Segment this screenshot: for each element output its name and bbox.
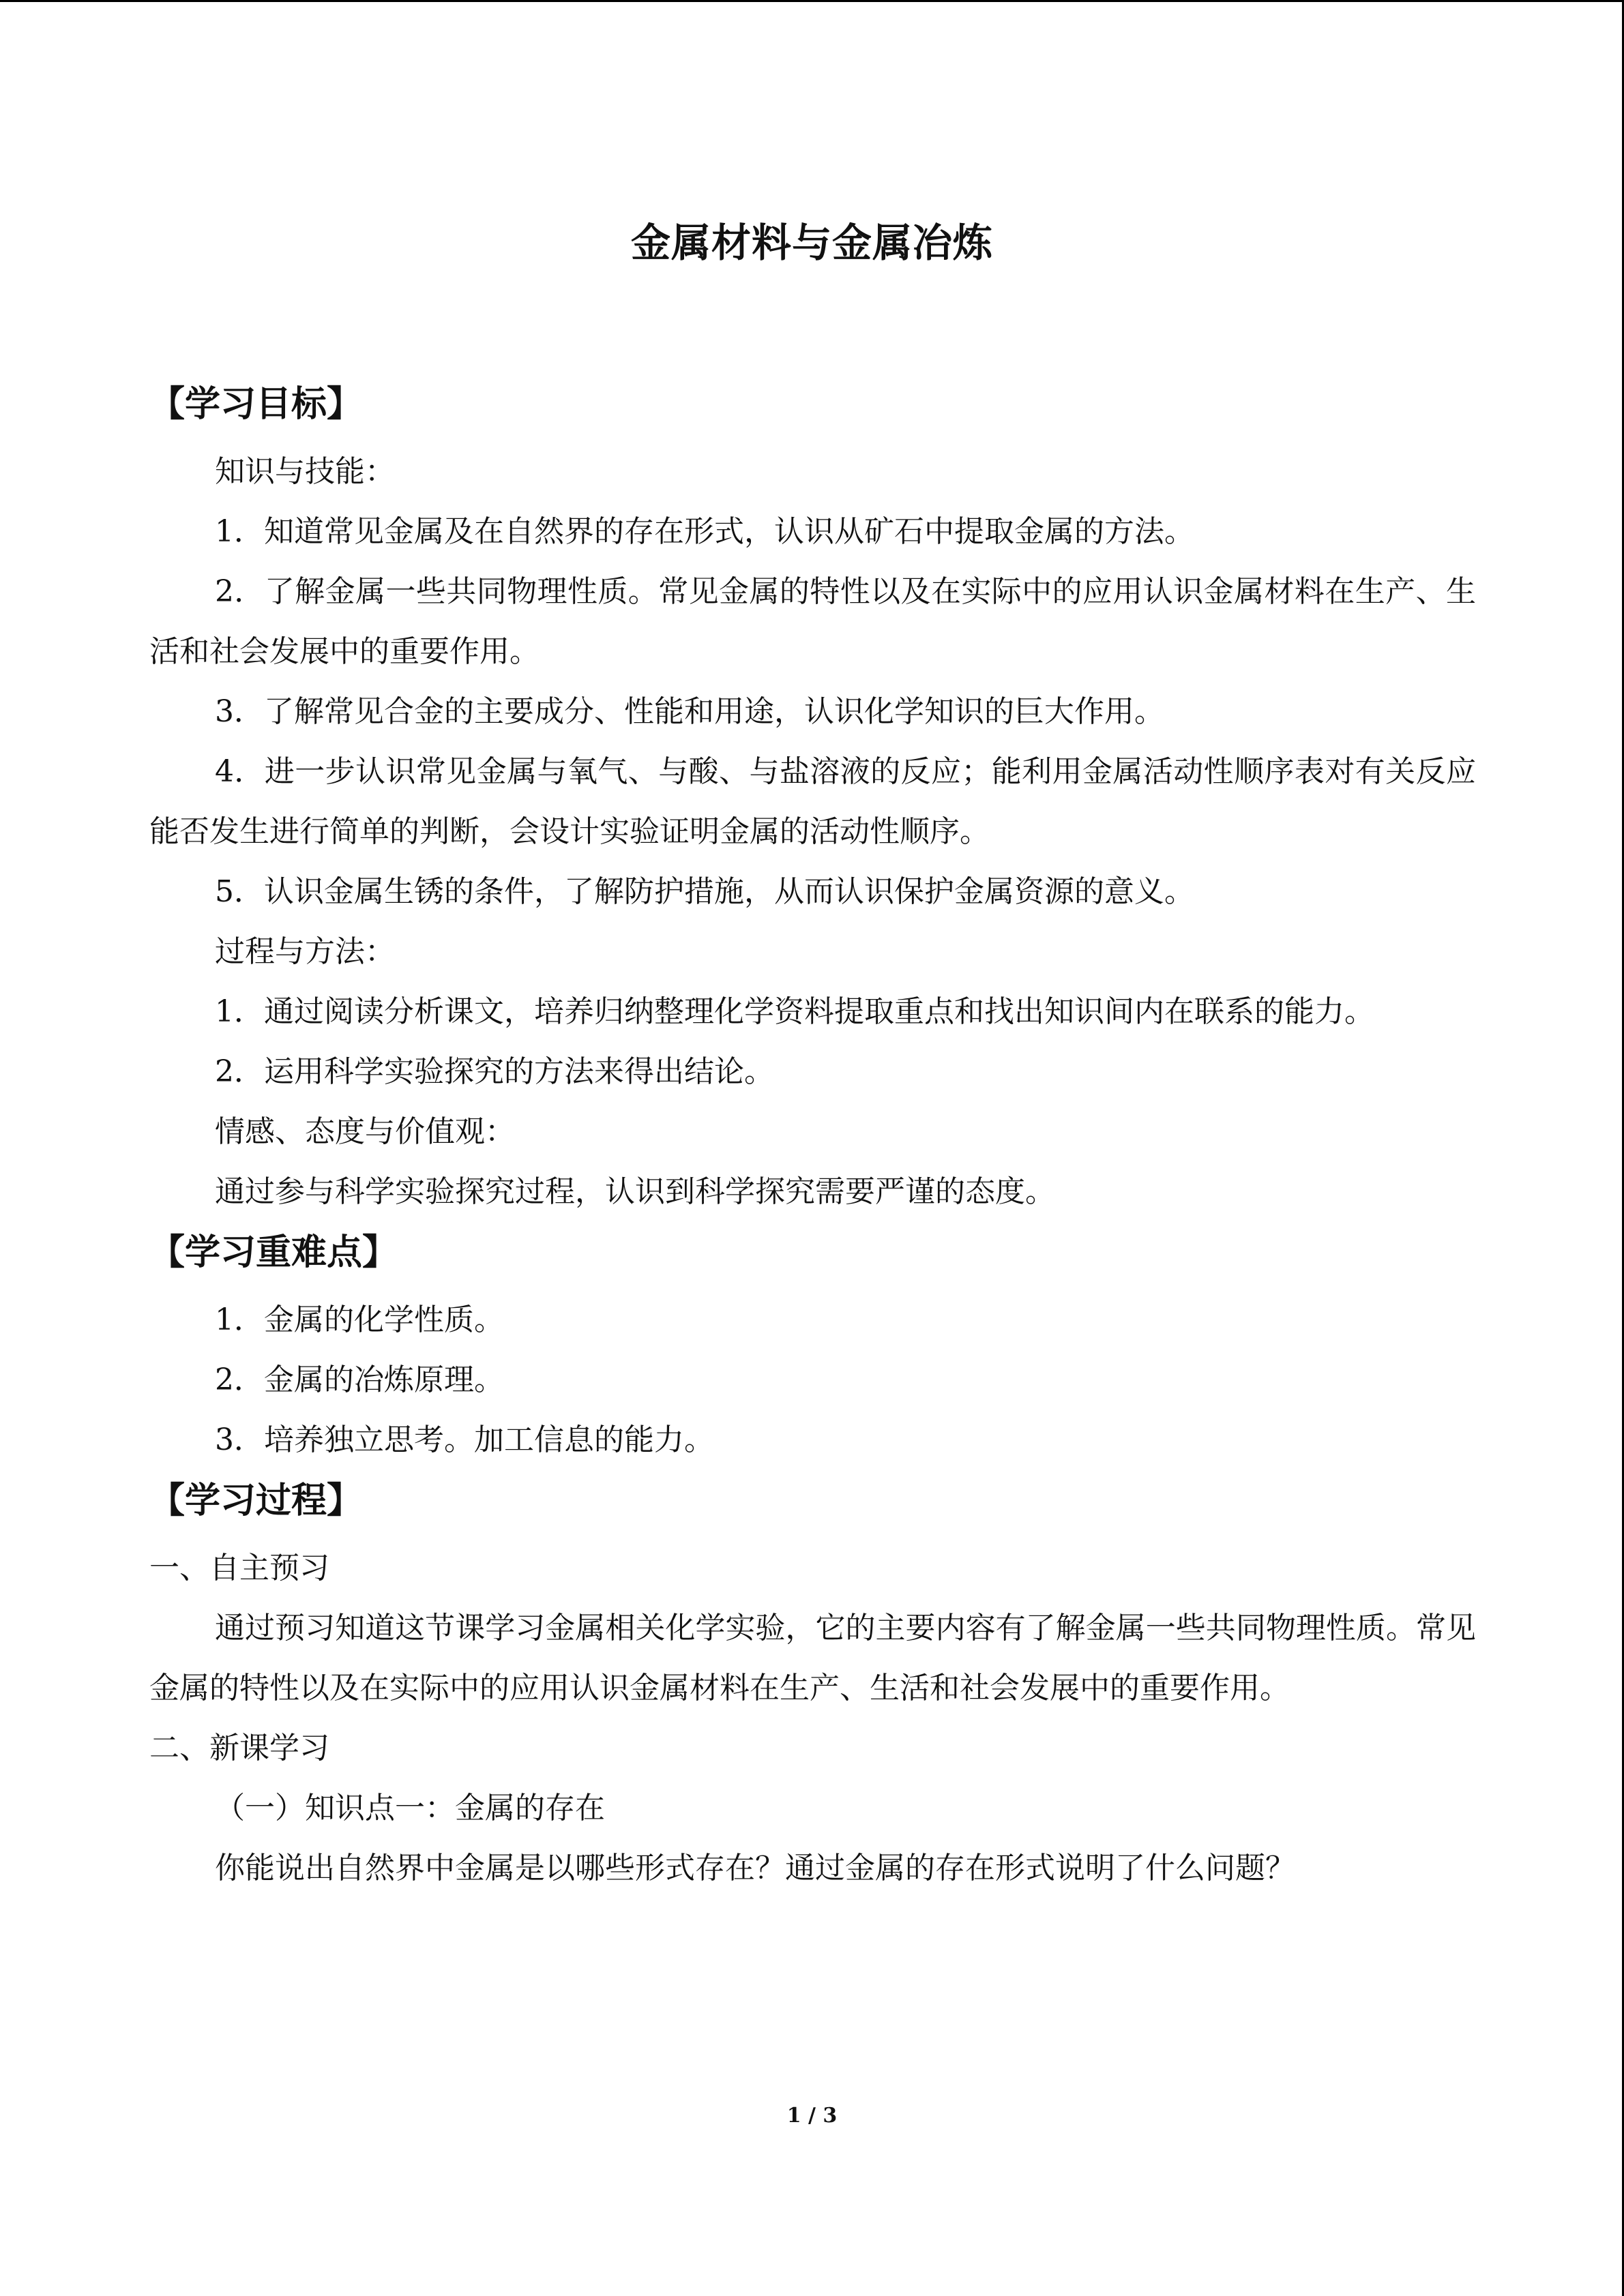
section-heading-learning-goals: 【学习目标】 (149, 384, 363, 425)
emotion-item: 通过参与科学实验探究过程，认识到科学探究需要严谨的态度。 (215, 1174, 1055, 1209)
page-number: 1 / 3 (786, 2104, 838, 2128)
process-item-2: 2．运用科学实验探究的方法来得出结论。 (215, 1054, 774, 1089)
key-point-item-1: 1．金属的化学性质。 (215, 1302, 504, 1337)
process-item-1: 1．通过阅读分析课文，培养归纳整理化学资料提取重点和找出知识间内在联系的能力。 (215, 994, 1374, 1029)
part1-title: 一、自主预习 (149, 1551, 329, 1585)
goal-item-4: 4．进一步认识常见金属与氧气、与酸、与盐溶液的反应；能利用金属活动性顺序表对有关反应能否发生进行简单的判断，会设计实验证明金属的活动性顺序。 (149, 754, 1476, 849)
goal-item-2: 2．了解金属一些共同物理性质。常见金属的特性以及在实际中的应用认识金属材料在生产、生活和社会发展中的重要作用。 (149, 574, 1476, 669)
goal-item-1: 1．知道常见金属及在自然界的存在形式，认识从矿石中提取金属的方法。 (215, 514, 1194, 549)
goal-item-5: 5．认识金属生锈的条件，了解防护措施，从而认识保护金属资源的意义。 (215, 874, 1194, 909)
key-point-item-3: 3．培养独立思考。加工信息的能力。 (215, 1422, 714, 1457)
subheading-knowledge-skills: 知识与技能： (215, 454, 395, 489)
subheading-process-methods: 过程与方法： (215, 934, 395, 969)
document-body (149, 374, 1476, 1898)
goal-item-3: 3．了解常见合金的主要成分、性能和用途，认识化学知识的巨大作用。 (215, 694, 1164, 729)
section-heading-learning-process: 【学习过程】 (149, 1480, 363, 1521)
key-point-item-2: 2．金属的冶炼原理。 (215, 1362, 504, 1397)
knowledge-point-1-title: （一）知识点一：金属的存在 (215, 1791, 605, 1825)
section-heading-key-points: 【学习重难点】 (149, 1232, 398, 1273)
document-title: 金属材料与金属冶炼 (630, 220, 993, 266)
knowledge-point-1-question: 你能说出自然界中金属是以哪些形式存在？通过金属的存在形式说明了什么问题？ (215, 1851, 1295, 1885)
part2-title: 二、新课学习 (149, 1731, 329, 1765)
subheading-emotion-values: 情感、态度与价值观： (215, 1114, 515, 1149)
part1-text: 通过预习知道这节课学习金属相关化学实验，它的主要内容有了解金属一些共同物理性质。常见金属的特性以及在实际中的应用认识金属材料在生产、生活和社会发展中的重要作用。 (149, 1611, 1476, 1705)
